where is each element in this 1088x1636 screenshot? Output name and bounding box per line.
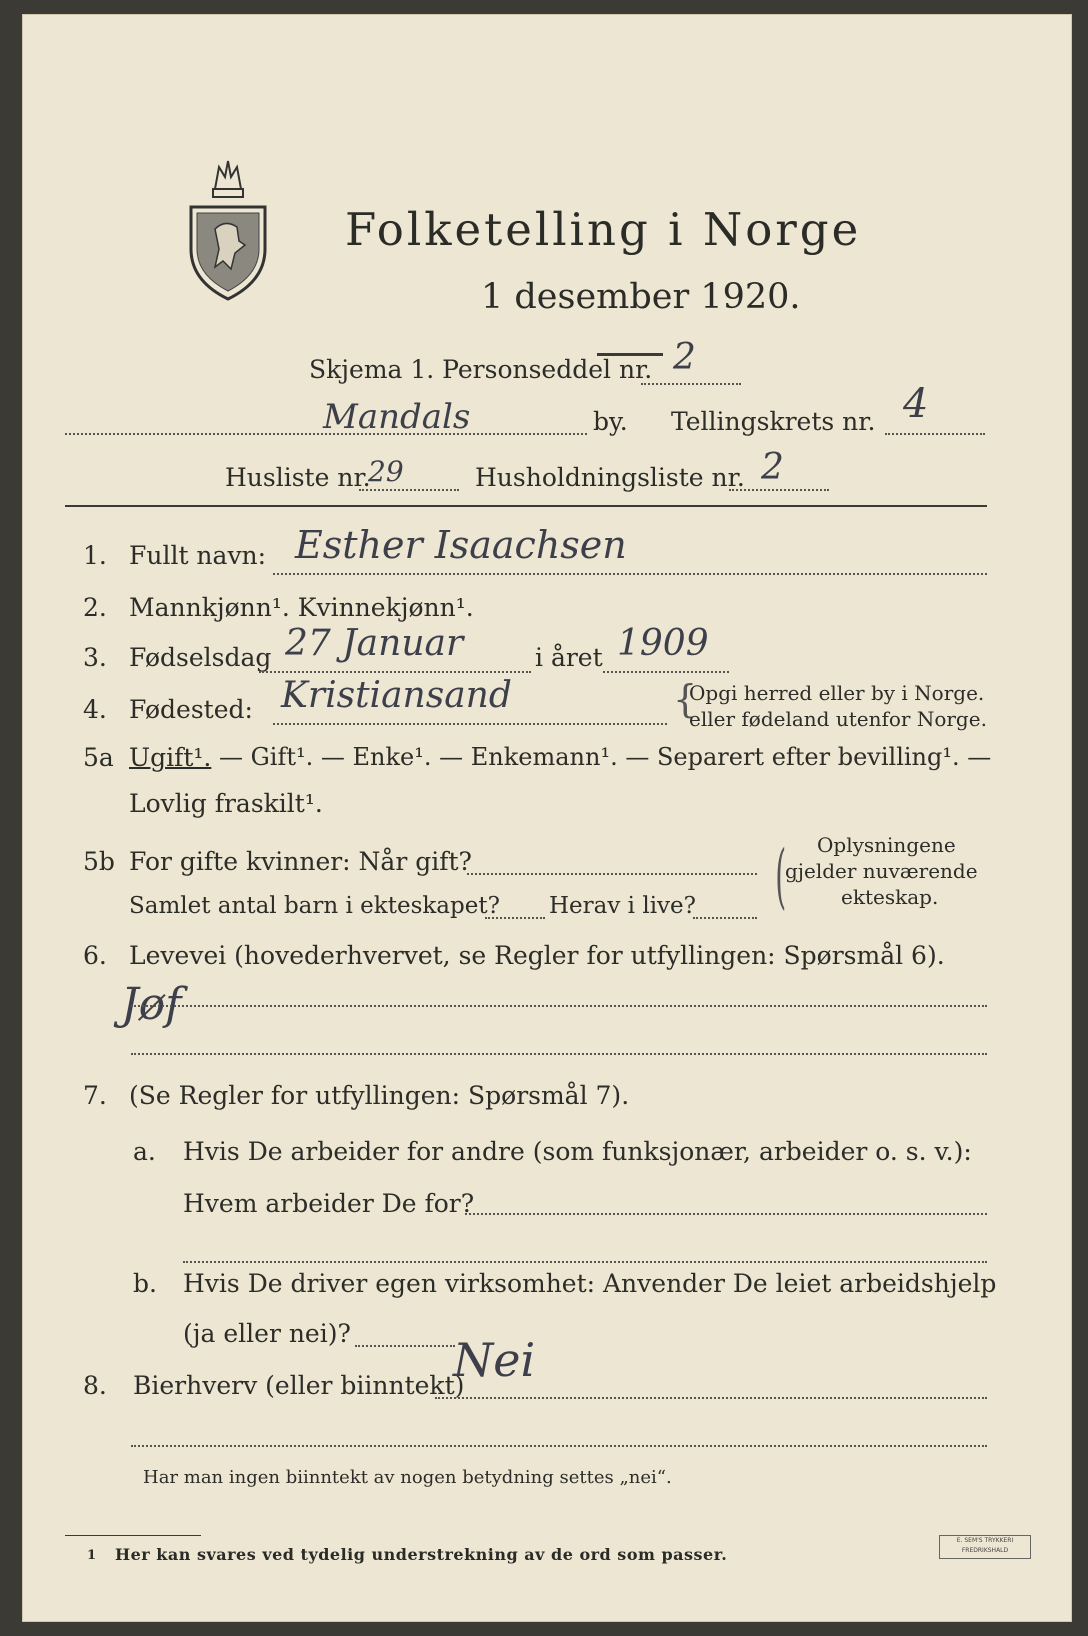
q7b-letter: b. <box>133 1269 157 1298</box>
side-income-value[interactable]: Nei <box>453 1333 536 1387</box>
census-form-page <box>22 14 1072 1622</box>
q7-label: (Se Regler for utfyllingen: Spørsmål 7). <box>129 1081 630 1110</box>
husholdningsliste-label: Husholdningsliste nr. <box>475 463 745 492</box>
q4-brace: { <box>673 677 698 721</box>
side-income-line-2 <box>131 1445 987 1447</box>
hired-help-line <box>355 1345 455 1347</box>
employer-line-1 <box>465 1213 987 1215</box>
occupation-line-2 <box>131 1053 987 1055</box>
q5b-label-2: Samlet antal barn i ekteskapet? <box>129 893 500 919</box>
birthplace-line <box>273 723 667 725</box>
birthdate-line <box>259 671 531 673</box>
footnote-text: Her kan svares ved tydelig understrekning av de ord som passer. <box>115 1545 728 1564</box>
q3-number: 3. <box>83 643 107 672</box>
q5b-note-2: gjelder nuværende <box>785 859 978 883</box>
personseddel-nr-value[interactable]: 2 <box>673 337 696 378</box>
q5b-label-3: Herav i live? <box>549 893 696 919</box>
q7b-text: Hvis De driver egen virksomhet: Anvender De leiet arbeidshjelp <box>183 1269 997 1298</box>
birth-year-value[interactable]: 1909 <box>617 623 709 664</box>
q1-label: Fullt navn: <box>129 541 267 570</box>
personseddel-nr-line <box>641 383 741 385</box>
q5a-line-2: Lovlig fraskilt¹. <box>129 789 323 818</box>
husholdningsliste-line <box>729 489 829 491</box>
occupation-value[interactable]: Jøf <box>121 979 182 1030</box>
q5b-label-1: For gifte kvinner: Når gift? <box>129 847 472 876</box>
tellingskrets-line <box>885 433 985 435</box>
q7a-text: Hvis De arbeider for andre (som funksjonær, arbeider o. s. v.): <box>183 1137 972 1166</box>
husliste-nr-value[interactable]: 29 <box>368 455 404 488</box>
q5b-note-1: Oplysningene <box>817 833 956 857</box>
married-date-line <box>467 873 757 875</box>
q2-label: Mannkjønn¹. Kvinnekjønn¹. <box>129 593 474 622</box>
q4-number: 4. <box>83 695 107 724</box>
form-title: Folketelling i Norge <box>345 203 862 256</box>
husliste-label: Husliste nr. <box>225 463 371 492</box>
side-income-line-1 <box>435 1397 987 1399</box>
q3-label: Fødselsdag <box>129 643 272 672</box>
norway-coat-of-arms-icon <box>185 149 271 301</box>
occupation-line-1 <box>131 1005 987 1007</box>
birthplace-value[interactable]: Kristiansand <box>281 675 512 716</box>
employer-line-2 <box>183 1261 987 1263</box>
q3-year-label: i året <box>535 643 603 672</box>
q7a-text-2: Hvem arbeider De for? <box>183 1189 475 1218</box>
tellingskrets-nr-value[interactable]: 4 <box>903 381 929 427</box>
footnote-rule <box>65 1535 201 1536</box>
skjema-label: Skjema 1. Personseddel nr. <box>309 355 653 384</box>
ugift-option[interactable]: Ugift¹. <box>129 743 212 772</box>
q4-note-1: Opgi herred eller by i Norge. <box>689 681 985 705</box>
q4-note-2: eller fødeland utenfor Norge. <box>689 707 987 731</box>
q2-number: 2. <box>83 593 107 622</box>
q5b-note-3: ekteskap. <box>841 885 939 909</box>
husholdningsliste-nr-value[interactable]: 2 <box>761 447 784 488</box>
full-name-value[interactable]: Esther Isaachsen <box>295 523 627 567</box>
q7-number: 7. <box>83 1081 107 1110</box>
q7a-letter: a. <box>133 1137 156 1166</box>
q7b-text-2: (ja eller nei)? <box>183 1319 351 1348</box>
q5b-brace: ( <box>775 835 787 917</box>
footer-note: Har man ingen biinntekt av nogen betydning settes „nei“. <box>143 1467 672 1488</box>
children-alive-line <box>693 917 757 919</box>
q5a-number: 5a <box>83 743 114 772</box>
full-name-line <box>273 573 987 575</box>
form-subtitle: 1 desember 1920. <box>481 277 801 317</box>
q8-number: 8. <box>83 1371 107 1400</box>
tellingskrets-label: Tellingskrets nr. <box>671 407 876 436</box>
by-label: by. <box>593 407 628 436</box>
children-count-line <box>485 917 545 919</box>
birth-year-line <box>603 671 729 673</box>
q5b-number: 5b <box>83 847 115 876</box>
printer-stamp: E. SEM'S TRYKKERI FREDRIKSHALD <box>939 1535 1031 1559</box>
header-separator <box>65 505 987 507</box>
husliste-line <box>359 489 459 491</box>
q6-number: 6. <box>83 941 107 970</box>
q1-number: 1. <box>83 541 107 570</box>
birthdate-value[interactable]: 27 Januar <box>285 623 464 664</box>
q6-label: Levevei (hovederhvervet, se Regler for utfyllingen: Spørsmål 6). <box>129 941 945 970</box>
footnote-number: 1 <box>87 1548 97 1563</box>
by-line <box>65 433 587 435</box>
by-value[interactable]: Mandals <box>323 397 471 437</box>
q5a-other-options: — Gift¹. — Enke¹. — Enkemann¹. — Separert efter bevilling¹. — <box>219 743 992 771</box>
q4-label: Fødested: <box>129 695 253 724</box>
q8-label: Bierhverv (eller biinntekt) <box>133 1371 465 1400</box>
